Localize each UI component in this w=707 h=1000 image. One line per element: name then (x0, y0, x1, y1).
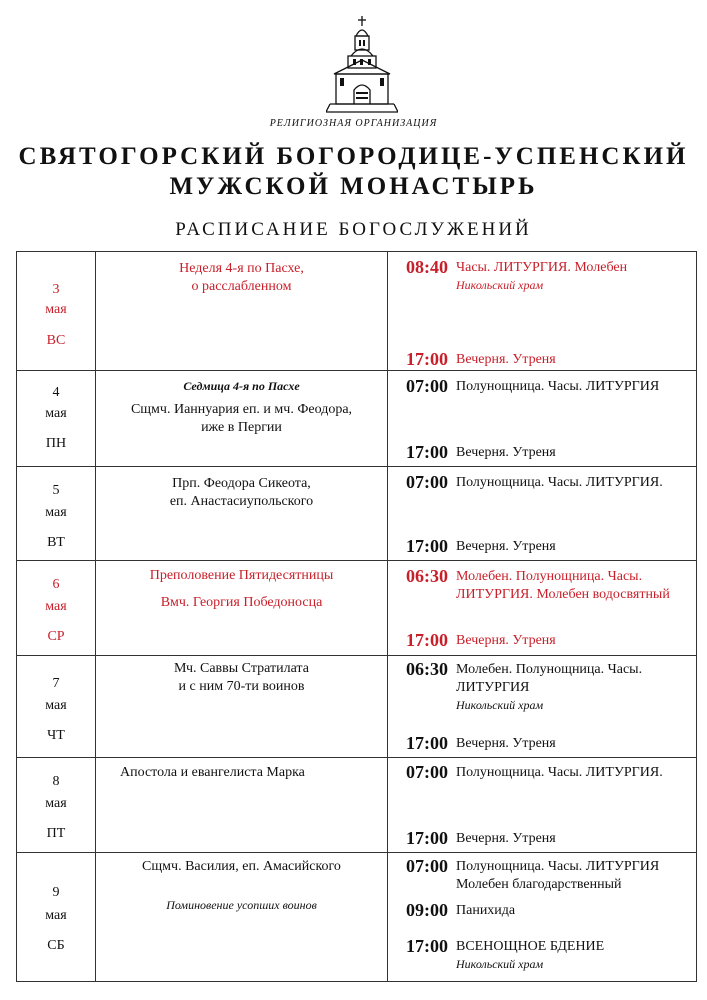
day-number: 8 (52, 774, 60, 789)
date-cell (17, 758, 96, 853)
service-entry (388, 761, 696, 783)
service-time: 08:40 (406, 257, 448, 277)
service-time: 06:30 (406, 566, 448, 586)
service-time: 17:00 (406, 630, 448, 650)
feast-text: Мч. Саввы Стратилата и с ним 70-ти воинов (174, 661, 309, 694)
service-entry (388, 732, 696, 754)
feast-text: Преполовение Пятидесятницы (149, 568, 334, 583)
weekday-label: ВТ (47, 535, 65, 550)
service-text: Полунощница. Часы. ЛИТУРГИЯ (456, 379, 660, 394)
service-text: Полунощница. Часы. ЛИТУРГИЯ. (456, 765, 663, 780)
date-cell (17, 371, 96, 467)
service-entry (388, 899, 696, 921)
month-label: мая (45, 698, 67, 713)
weekday-label: ЧТ (47, 728, 65, 743)
service-text: Полунощница. Часы. ЛИТУРГИЯ. (456, 475, 663, 490)
table-row (17, 758, 697, 853)
service-time: 17:00 (406, 536, 448, 556)
date-cell (17, 252, 96, 371)
feast-cell (96, 853, 388, 982)
day-number: 9 (52, 885, 60, 900)
weekday-label: ПТ (46, 826, 66, 841)
service-time: 17:00 (406, 349, 448, 369)
month-label: мая (45, 908, 67, 923)
services-cell (388, 853, 697, 982)
date-cell (17, 656, 96, 758)
feast-text: Прп. Феодора Сикеота, еп. Анастасиупольского (169, 476, 314, 509)
service-entry (388, 855, 696, 894)
service-time: 07:00 (406, 376, 448, 396)
feast-cell (96, 252, 388, 371)
service-text: Панихида (456, 903, 516, 918)
date-cell (17, 561, 96, 656)
service-place: Никольский храм (456, 698, 544, 712)
service-time: 07:00 (406, 472, 448, 492)
date-cell (17, 467, 96, 561)
service-text: Вечерня. Утреня (456, 736, 556, 751)
services-cell (388, 758, 697, 853)
table-row (17, 371, 697, 467)
service-place: Никольский храм (456, 957, 544, 971)
service-entry (388, 658, 696, 713)
month-label: мая (45, 302, 67, 317)
service-text: Вечерня. Утреня (456, 445, 556, 460)
service-text: Вечерня. Утреня (456, 633, 556, 648)
feast-text: Сщмч. Василия, еп. Амасийского (142, 859, 341, 874)
day-number: 3 (52, 282, 60, 297)
service-text: Полунощница. Часы. ЛИТУРГИЯ Молебен благодарственный (456, 859, 660, 892)
feast-text: Сщмч. Ианнуария еп. и мч. Феодора, иже в Пергии (130, 402, 353, 435)
services-cell (388, 656, 697, 758)
commemoration-note: Поминовение усопших воинов (166, 898, 317, 912)
service-entry (388, 471, 696, 493)
day-number: 6 (52, 577, 60, 592)
week-label: Седмица 4-я по Пасхе (183, 379, 300, 393)
service-time: 07:00 (406, 856, 448, 876)
service-text: Вечерня. Утреня (456, 831, 556, 846)
table-row (17, 561, 697, 656)
day-number: 7 (52, 676, 60, 691)
month-label: мая (45, 505, 67, 520)
service-time: 17:00 (406, 733, 448, 753)
service-entry (388, 827, 696, 849)
day-number: 5 (52, 483, 60, 498)
month-label: мая (45, 406, 67, 421)
services-cell (388, 561, 697, 656)
service-time: 17:00 (406, 442, 448, 462)
weekday-label: ПН (45, 436, 67, 451)
feast-text-secondary: Вмч. Георгия Победоносца (160, 595, 323, 610)
service-text: Вечерня. Утреня (456, 539, 556, 554)
day-number: 4 (52, 385, 60, 400)
feast-text: Неделя 4-я по Пасхе, о расслабленном (179, 261, 304, 294)
feast-cell (96, 758, 388, 853)
service-entry (388, 565, 696, 604)
service-text: Часы. ЛИТУРГИЯ. Молебен (456, 260, 628, 275)
service-time: 17:00 (406, 936, 448, 956)
month-label: мая (45, 599, 67, 614)
service-entry (388, 375, 696, 397)
monastery-title-line1: СВЯТОГОРСКИЙ БОГОРОДИЦЕ-УСПЕНСКИЙ (18, 143, 689, 170)
date-cell (17, 853, 96, 982)
monastery-title-line2: МУЖСКОЙ МОНАСТЫРЬ (169, 173, 538, 200)
table-row (17, 656, 697, 758)
service-entry (388, 935, 696, 972)
month-label: мая (45, 796, 67, 811)
service-entry (388, 441, 696, 463)
weekday-label: ВС (46, 333, 66, 348)
weekday-label: СБ (47, 938, 65, 953)
weekday-label: СР (47, 629, 65, 644)
service-time: 17:00 (406, 828, 448, 848)
service-entry (388, 629, 696, 651)
feast-cell (96, 371, 388, 467)
table-row (17, 853, 697, 982)
services-cell (388, 467, 697, 561)
feast-cell (96, 467, 388, 561)
service-place: Никольский храм (456, 278, 544, 292)
service-entry (388, 348, 696, 370)
service-text: Вечерня. Утреня (456, 352, 556, 367)
service-time: 09:00 (406, 900, 448, 920)
service-text: ВСЕНОЩНОЕ БДЕНИЕ (456, 939, 605, 954)
service-text: Молебен. Полунощница. Часы. ЛИТУРГИЯ (456, 662, 643, 695)
services-cell (388, 371, 697, 467)
feast-text: Апостола и евангелиста Марка (120, 765, 305, 780)
service-entry (388, 256, 696, 293)
service-time: 07:00 (406, 762, 448, 782)
schedule-table (16, 251, 697, 982)
feast-cell (96, 561, 388, 656)
service-time: 06:30 (406, 659, 448, 679)
table-row (17, 467, 697, 561)
monastery-logo (326, 14, 398, 118)
schedule-subtitle: РАСПИСАНИЕ БОГОСЛУЖЕНИЙ (175, 219, 532, 240)
service-text: Молебен. Полунощница. Часы. ЛИТУРГИЯ. Молебен водосвятный (456, 569, 670, 602)
table-row (17, 252, 697, 371)
organization-label: РЕЛИГИОЗНАЯ ОРГАНИЗАЦИЯ (269, 118, 438, 129)
feast-cell (96, 656, 388, 758)
service-entry (388, 535, 696, 557)
services-cell (388, 252, 697, 371)
